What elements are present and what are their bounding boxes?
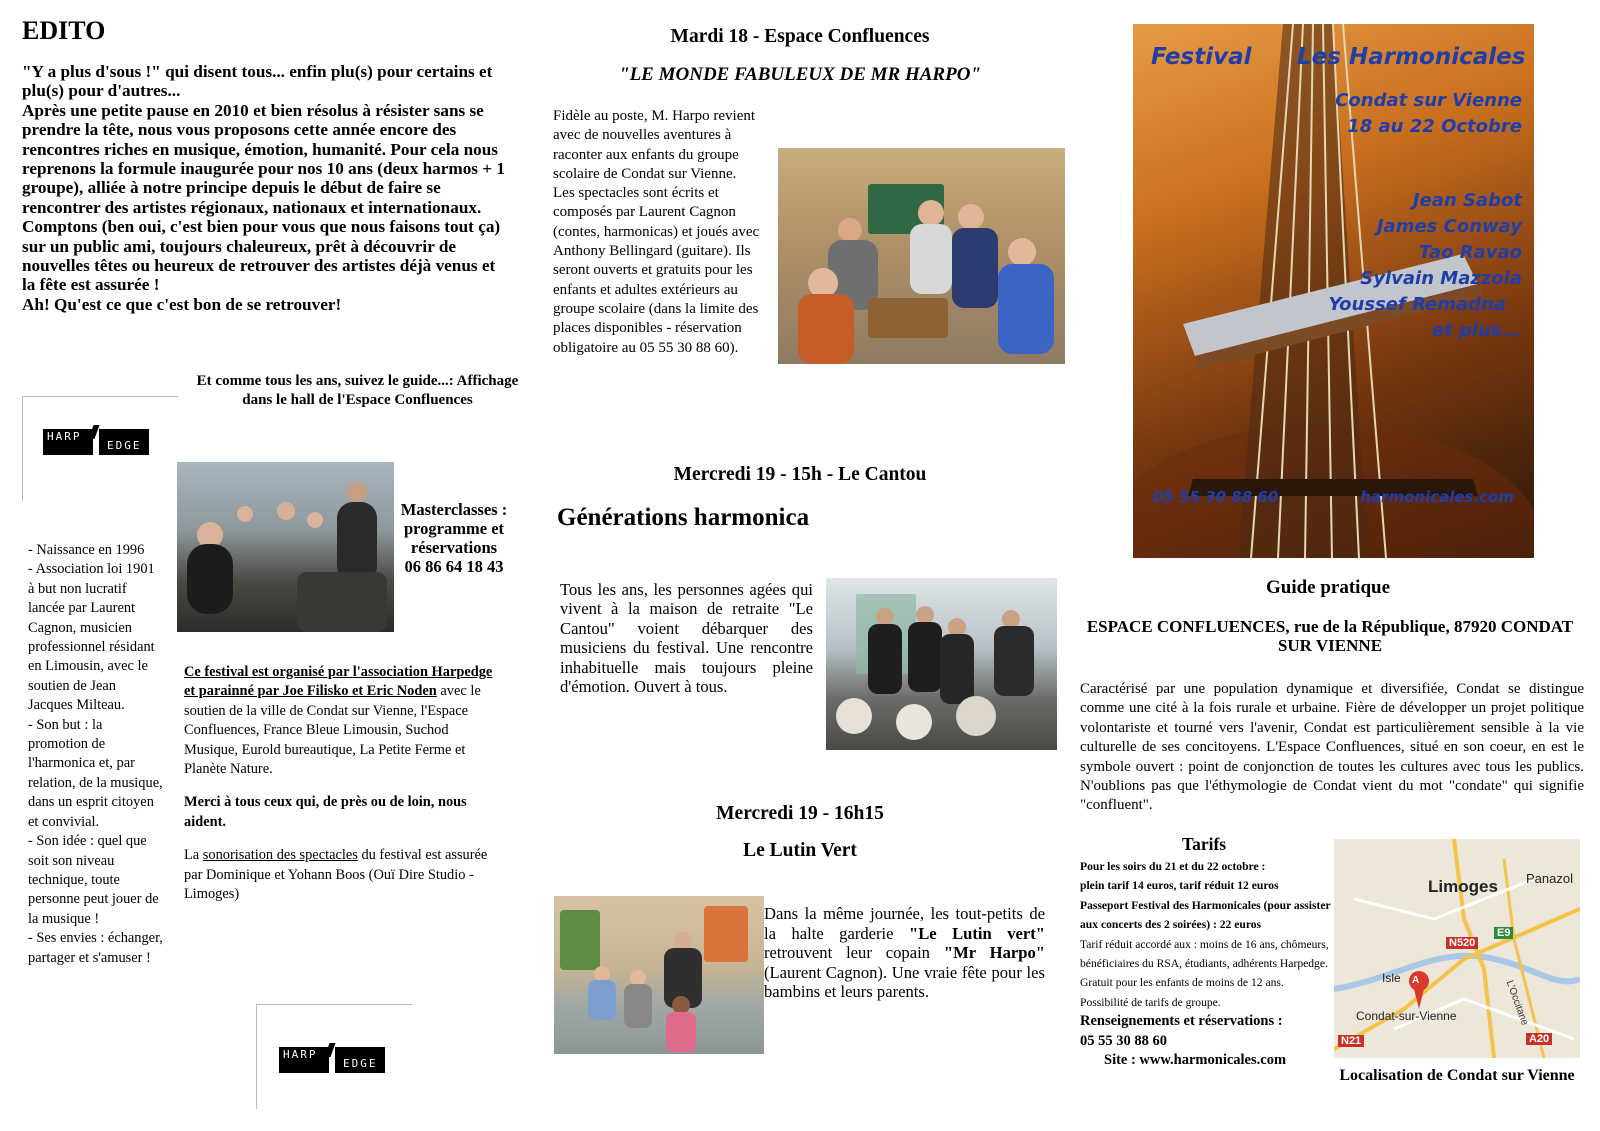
reservation-label: Renseignements et réservations :	[1080, 1013, 1283, 1030]
organiser-rest: avec le soutien de la ville de Condat sur Vienne, l'Espace Confluences, France Bleue Limousin, Suchod Musique, Eurold bureautique, La Petite Ferme et Planète Nature.	[184, 683, 481, 778]
tarifs-info	[1080, 857, 1335, 1070]
cantou-text: Tous les ans, les personnes agées qui vivent à la maison de retraite "Le Cantou" voient débarquer des musiciens du festival. Une rencontre inhabituelle mais toujours pleine d'émotion. Ouvert à tous.	[560, 580, 813, 697]
tarif-line: Gratuit pour les enfants de moins de 12 ans. Possibilité de tarifs de groupe.	[1080, 976, 1284, 1009]
about-item: - Son but : la promotion de l'harmonica et, par relation, de la musique, dans un esprit citoyen et convivial.	[28, 716, 163, 830]
cantou-date: Mercredi 19 - 15h - Le Cantou	[673, 464, 927, 485]
tarif-line: Passeport Festival des Harmonicales (pour assister aux concerts des 2 soirées) : 22 euros	[1080, 898, 1331, 932]
map-label-isle: Isle	[1382, 971, 1401, 985]
sono-pre: La	[184, 847, 203, 864]
logo-text: EDGE	[107, 439, 142, 452]
lutin-text-mid: retrouvent leur copain	[764, 943, 944, 963]
masterclass-phone: 06 86 64 18 43	[404, 557, 504, 576]
map-road-n520: N520	[1446, 937, 1478, 949]
map-road-n21: N21	[1338, 1035, 1364, 1047]
poster-artist: Jean Sabot	[1412, 190, 1522, 211]
logo-text: EDGE	[343, 1057, 378, 1070]
lutin-photo	[554, 896, 764, 1054]
map-label-river: L'Occitane	[1503, 979, 1531, 1027]
poster-artist: Youssef Remadna	[1328, 294, 1506, 315]
masterclass-info	[394, 500, 514, 576]
poster-artist: James Conway	[1376, 216, 1522, 237]
logo-text: HARP	[47, 430, 82, 443]
edito-title: EDITO	[22, 16, 106, 45]
thanks-text: Merci à tous ceux qui, de près ou de loin, nous aident.	[184, 794, 467, 830]
cantou-photo	[826, 578, 1057, 750]
organiser-info	[184, 663, 506, 918]
poster-phone: 05 55 30 88 60	[1153, 488, 1279, 506]
harpedge-logo	[256, 1004, 412, 1109]
association-about	[28, 541, 163, 968]
masterclass-photo	[177, 462, 394, 632]
masterclass-title: Masterclasses : programme et réservations	[400, 500, 508, 557]
logo-text: HARP	[283, 1048, 318, 1061]
sono-link: sonorisation des spectacles	[202, 847, 358, 864]
poster-dates: 18 au 22 Octobre	[1347, 116, 1522, 137]
condat-text: Caractérisé par une population dynamique et diversifiée, Condat se distingue comme une cité à la fois rurale et urbaine. Fière de développer un projet politique volontariste et tourné vers l'avenir, Condat est particulièrement sensible à la vie culturelle de ses concitoyens. L'Espace Confluences, situé en son coeur, en est le symbole ouvert : point de conjonction de toutes les cultures avec tous les publics. N'oublions pas que l'éthymologie de Condat vient du mot "condate" qui signifie "confluent".	[1080, 681, 1584, 814]
lutin-text-pre: Dans la même journée, les tout-petits de la halte garderie	[764, 904, 1045, 943]
poster-artist: Tao Ravao	[1418, 242, 1522, 263]
tarif-line: plein tarif 14 euros, tarif réduit 12 euros	[1080, 879, 1279, 893]
lutin-text-post: (Laurent Cagnon). Une vraie fête pour les bambins et leurs parents.	[764, 962, 1045, 1002]
harpo-photo	[778, 148, 1065, 364]
poster-artist: et plus...	[1431, 320, 1522, 341]
lutin-name: "Le Lutin vert"	[908, 923, 1045, 943]
poster-title-left: Festival	[1151, 44, 1252, 70]
map-label-limoges: Limoges	[1428, 877, 1498, 896]
map-road-e9: E9	[1494, 927, 1513, 939]
poster-location: Condat sur Vienne	[1335, 90, 1522, 111]
harpedge-logo	[22, 396, 178, 501]
edito-paragraph: Après une petite pause en 2010 et bien résolus à résister sans se prendre la tête, nous vous proposons cette année encore des rencontres riches en musique, émotion, humanité. Pour cela nous reprenons la formule inaugurée pour nos 10 ans (deux harmos + 1 groupe), alliée à notre principe depuis le début de faire se rencontrer des artistes régionaux, nationaux et internationaux.	[22, 100, 505, 217]
about-item: - Ses envies : échanger, partager et s'amuser !	[28, 930, 163, 966]
guide-line: Et comme tous les ans, suivez le guide...: Affichage dans le hall de l'Espace Confluences	[196, 373, 519, 408]
edito-body	[22, 62, 512, 314]
about-item: - Association loi 1901 à but non lucratif lancée par Laurent Cagnon, musicien professionnel résidant en Limousin, avec le soutien de Jean Jacques Milteau.	[28, 561, 155, 714]
organiser-underlined: Ce festival est organisé par l'association Harpedge et parainné par Joe Filisko et Eric Noden	[184, 664, 493, 700]
tarif-line: Pour les soirs du 21 et du 22 octobre :	[1080, 860, 1266, 873]
map-caption: Localisation de Condat sur Vienne	[1339, 1067, 1575, 1084]
tarif-line: Tarif réduit accordé aux : moins de 16 ans, chômeurs, bénéficiaires du RSA, étudiants, adhérents Harpedge.	[1080, 937, 1329, 971]
map-label-condat: Condat-sur-Vienne	[1356, 1009, 1457, 1023]
guide-title: Guide pratique	[1265, 577, 1391, 598]
organiser-paragraph	[184, 663, 506, 779]
edito-paragraph: Comptons (ben oui, c'est bien pour vous que nous faisons tout ça) sur un public ami, toujours chaleureux, prêt à découvrir de nouvelles têtes ou heureux de retrouver des artistes déjà venus et la fête est assurée !	[22, 217, 501, 295]
poster-artist: Sylvain Mazzola	[1360, 268, 1522, 289]
venue-address: ESPACE CONFLUENCES, rue de la République, 87920 CONDAT SUR VIENNE	[1086, 617, 1574, 655]
tarifs-title: Tarifs	[1182, 834, 1227, 854]
harpo-text: Fidèle au poste, M. Harpo revient avec de nouvelles aventures à raconter aux enfants du groupe scolaire de Condat sur Vienne. Les spectacles sont écrits et composés par Laurent Cagnon (contes, harmonicas) et joués avec Anthony Bellingard (guitare). Ils seront ouverts et gratuits pour les enfants et adultes extérieurs au groupe scolaire (dans la limite des places disponibles - réservation obligatoire au 05 55 30 88 60).	[553, 108, 760, 356]
lutin-date: Mercredi 19 - 16h15	[716, 803, 884, 824]
harpo-name: "Mr Harpo"	[943, 943, 1045, 963]
sono-paragraph	[184, 846, 506, 904]
sono-post: du festival est assurée par Dominique et Yohann Boos (Ouï Dire Studio - Limoges)	[184, 847, 488, 903]
lutin-text	[764, 904, 1045, 1002]
reservation-site: Site : www.harmonicales.com	[1104, 1052, 1287, 1069]
poster-site: harmonicales.com	[1360, 488, 1514, 506]
harpo-title: "LE MONDE FABULEUX DE MR HARPO"	[619, 64, 981, 85]
reservation-phone: 05 55 30 88 60	[1080, 1032, 1167, 1049]
about-item: - Naissance en 1996	[28, 542, 145, 558]
map-marker-icon: A	[1412, 975, 1420, 986]
lutin-title: Le Lutin Vert	[743, 840, 857, 861]
poster-title-right: Les Harmonicales	[1297, 44, 1526, 70]
about-item: - Son idée : quel que soit son niveau technique, toute personne peut jouer de la musique !	[28, 833, 159, 927]
map-label-panazol: Panazol	[1526, 871, 1573, 886]
location-map	[1334, 839, 1580, 1058]
edito-paragraph: "Y a plus d'sous !" qui disent tous... enfin plu(s) pour certains et plu(s) pour d'autres...	[22, 62, 493, 101]
cantou-title: Générations harmonica	[557, 504, 810, 531]
festival-poster	[1133, 24, 1534, 558]
map-road-a20: A20	[1526, 1033, 1552, 1045]
harpo-date: Mardi 18 - Espace Confluences	[670, 26, 930, 47]
edito-paragraph: Ah! Qu'est ce que c'est bon de se retrouver!	[22, 294, 342, 314]
